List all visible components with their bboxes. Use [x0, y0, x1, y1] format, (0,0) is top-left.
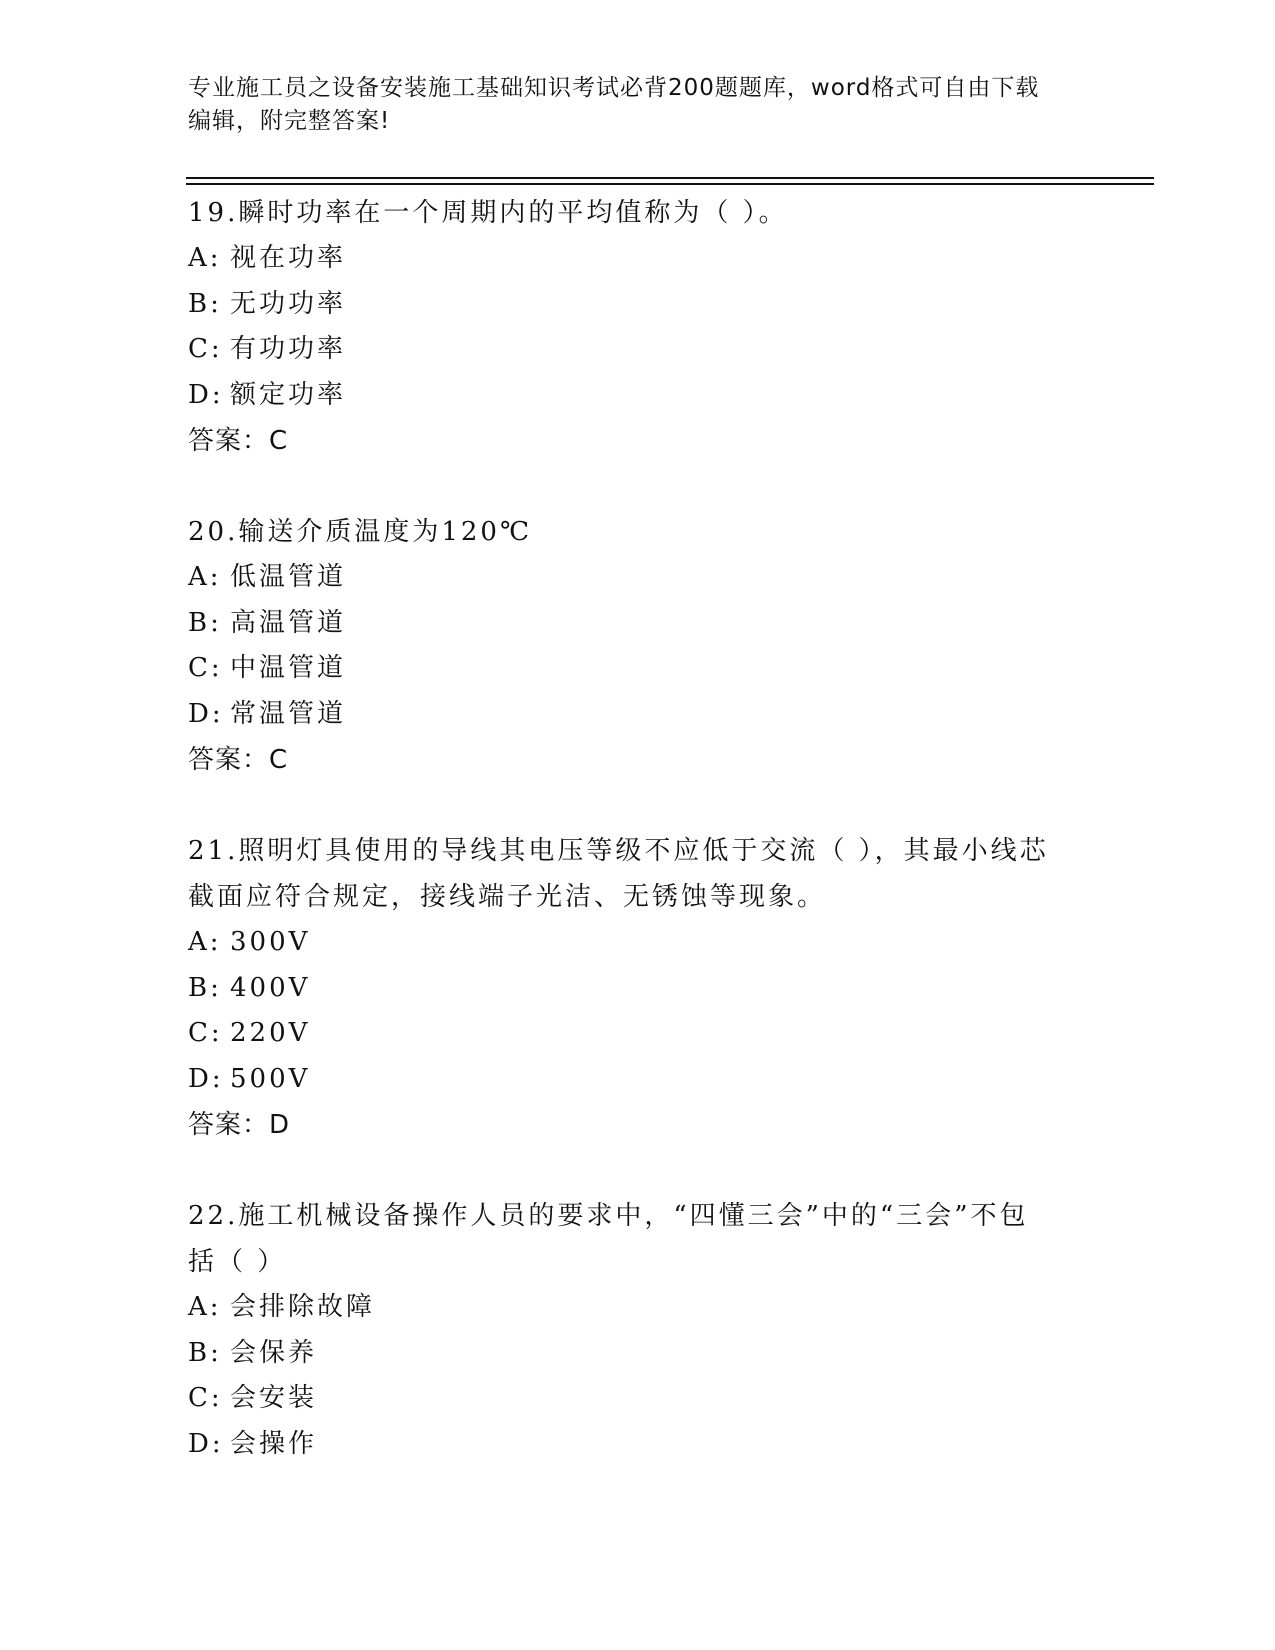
option-text: 中温管道: [230, 653, 347, 683]
option-a: [188, 920, 1088, 966]
question-stem-continued: 截面应符合规定，接线端子光洁、无锈蚀等现象。: [188, 882, 827, 912]
option-a: [188, 1285, 1088, 1331]
question-stem-continued: 括（ ）: [188, 1247, 287, 1277]
question-stem: 19.瞬时功率在一个周期内的平均值称为（ ）。: [188, 198, 788, 228]
option-text: 300V: [230, 927, 311, 957]
option-text: 500V: [230, 1063, 311, 1094]
option-text: 高温管道: [230, 607, 347, 638]
question-list: [188, 190, 1088, 1512]
question-stem: 21.照明灯具使用的导线其电压等级不应低于交流（ ），其最小线芯: [188, 836, 1049, 866]
option-text: 额定功率: [230, 379, 347, 410]
answer-line: 答案：D: [188, 1110, 291, 1140]
option-text: 会保养: [230, 1337, 318, 1368]
option-b: [188, 966, 1088, 1012]
option-c: [188, 1011, 1088, 1057]
question-21: [188, 828, 1088, 1148]
option-text: 无功功率: [230, 288, 347, 319]
header-line-2: 编辑，附完整答案!: [188, 108, 391, 134]
option-letter: B:: [188, 1337, 222, 1368]
option-letter: D:: [188, 379, 224, 410]
question-22: [188, 1193, 1088, 1467]
header-divider-top: [186, 177, 1154, 179]
option-text: 会安装: [230, 1383, 318, 1413]
answer-line: 答案：C: [188, 426, 289, 456]
option-text: 400V: [230, 972, 311, 1003]
option-letter: A:: [188, 927, 222, 957]
option-a: [188, 236, 1088, 282]
option-d: [188, 692, 1088, 738]
option-letter: C:: [188, 334, 223, 364]
option-d: [188, 1422, 1088, 1468]
option-letter: D:: [188, 1063, 224, 1094]
option-b: [188, 1331, 1088, 1377]
option-text: 视在功率: [230, 243, 347, 273]
option-letter: B:: [188, 607, 222, 638]
question-19: [188, 190, 1088, 464]
option-letter: C:: [188, 653, 223, 683]
option-letter: B:: [188, 972, 222, 1003]
option-letter: A:: [188, 1292, 222, 1322]
header-line-1: 专业施工员之设备安装施工基础知识考试必背200题题库，word格式可自由下载: [188, 75, 1040, 101]
option-c: [188, 646, 1088, 692]
document-header: [188, 72, 1088, 138]
option-text: 有功功率: [230, 334, 347, 364]
question-stem: 22.施工机械设备操作人员的要求中，“四懂三会”中的“三会”不包: [188, 1201, 1029, 1231]
option-letter: A:: [188, 562, 222, 592]
option-b: [188, 282, 1088, 328]
option-letter: A:: [188, 243, 222, 273]
option-text: 会操作: [230, 1428, 318, 1459]
option-d: [188, 1057, 1088, 1103]
option-letter: D:: [188, 698, 224, 729]
option-text: 220V: [230, 1018, 311, 1048]
option-text: 低温管道: [230, 562, 347, 592]
option-letter: D:: [188, 1428, 224, 1459]
question-stem: 20.输送介质温度为120℃: [188, 517, 533, 547]
option-d: [188, 373, 1088, 419]
option-c: [188, 327, 1088, 373]
answer-line: 答案：C: [188, 745, 289, 775]
option-text: 会排除故障: [230, 1292, 376, 1322]
option-letter: C:: [188, 1383, 223, 1413]
option-letter: C:: [188, 1018, 223, 1048]
option-letter: B:: [188, 288, 222, 319]
option-b: [188, 601, 1088, 647]
question-20: [188, 509, 1088, 783]
option-a: [188, 555, 1088, 601]
header-divider-bottom: [186, 183, 1154, 185]
option-c: [188, 1376, 1088, 1422]
option-text: 常温管道: [230, 698, 347, 729]
